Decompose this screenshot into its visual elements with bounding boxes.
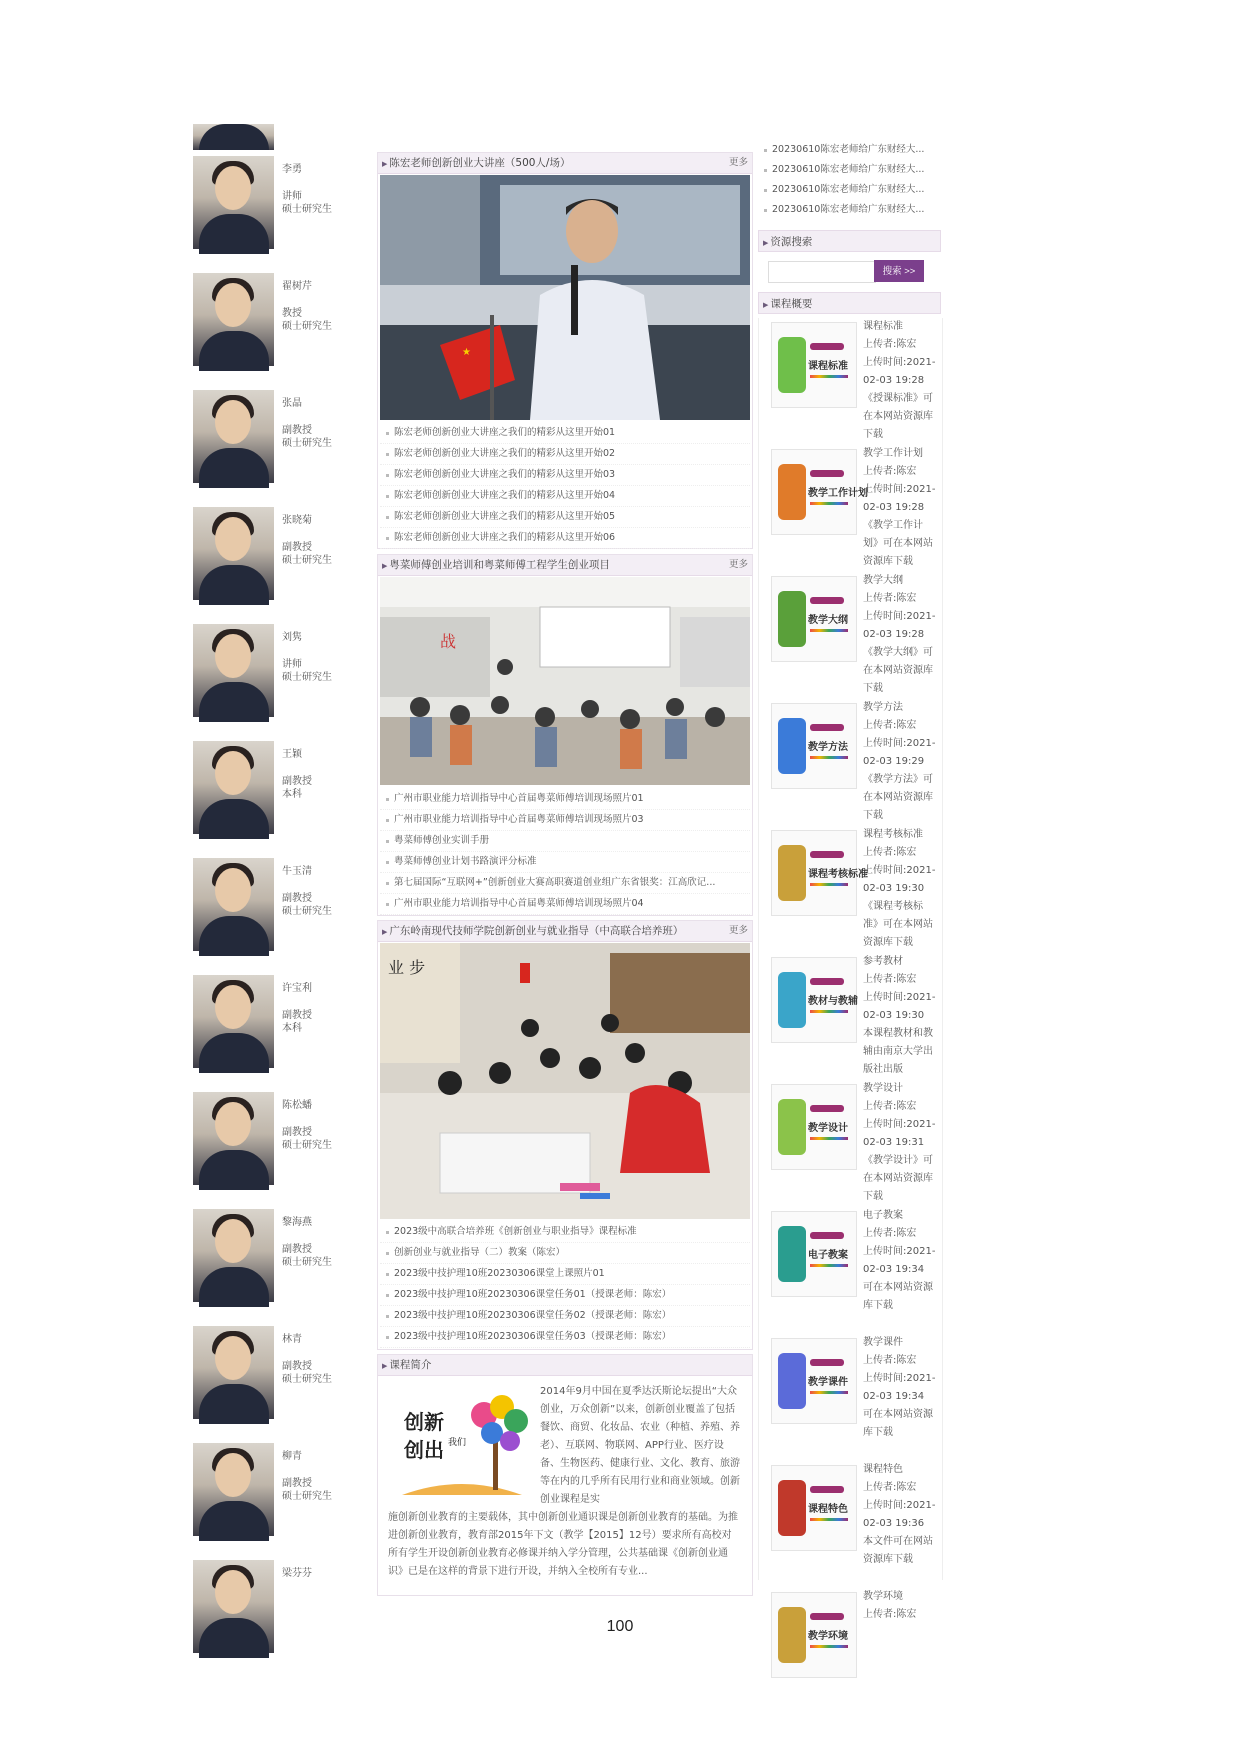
overview-title: 课程概要 [770,298,813,310]
teacher-card[interactable] [191,858,363,975]
teacher-card[interactable] [191,1209,363,1326]
teacher-name: 张晓菊 [282,515,312,526]
avatar [193,1560,274,1653]
course-thumbnail[interactable]: 课程标准 [771,322,857,408]
teacher-name: 刘隽 [282,632,302,643]
teacher-card[interactable] [191,273,363,390]
panel-header [378,1355,752,1376]
course-info: 教学工作计划 上传者:陈宏 上传时间:2021-02-03 19:28 《教学工作计划》可在本网站资源库下载 [863,448,936,567]
list-item[interactable]: 20230610陈宏老师给广东财经大... [758,140,941,160]
svg-text:业 步: 业 步 [388,958,426,977]
lecture-photo[interactable] [380,175,750,420]
list-item[interactable]: 陈宏老师创新创业大讲座之我们的精彩从这里开始02 [380,444,750,465]
teacher-name: 王颖 [282,749,302,760]
list-item[interactable]: 陈宏老师创新创业大讲座之我们的精彩从这里开始01 [380,423,750,444]
list-item[interactable]: 20230610陈宏老师给广东财经大... [758,200,941,220]
course-info: 教学大纲 上传者:陈宏 上传时间:2021-02-03 19:28 《教学大纲》可在本网站资源库下载 [863,575,936,694]
panel-title: 粤菜师傅创业培训和粤菜师傅工程学生创业项目 [389,559,610,571]
teacher-title: 副教授 硕士研究生 [282,1127,332,1151]
teacher-name: 黎海燕 [282,1217,312,1228]
course-thumbnail[interactable]: 课程特色 [771,1465,857,1551]
avatar [193,741,274,834]
arrow-icon: ▶ [382,562,388,570]
course-item[interactable] [759,445,942,572]
more-link[interactable]: 更多 [728,925,748,936]
teacher-name: 林青 [282,1334,302,1345]
course-thumbnail[interactable]: 教学方法 [771,703,857,789]
more-link[interactable]: 更多 [728,559,748,570]
avatar [193,1326,274,1419]
teacher-title: 副教授 硕士研究生 [282,542,332,566]
avatar [193,858,274,951]
course-info: 电子教案 上传者:陈宏 上传时间:2021-02-03 19:34 可在本网站资源库下载 [863,1210,936,1311]
intro-panel [377,1354,753,1596]
intro-text-full: 施创新创业教育的主要载体，其中创新创业通识课是创新创业教育的基础。为推进创新创业教育，教育部2015年下文（教学【2015】12号）要求所有高校对所有学生开设创新创业教育必修课并纳入学分管理，公共基础课《创新创业通识》已是在这样的背景下进行开设，并纳入全校所有专业... [388,1512,738,1577]
list-item[interactable]: 陈宏老师创新创业大讲座之我们的精彩从这里开始03 [380,465,750,486]
teacher-name: 牛玉清 [282,866,312,877]
teacher-name: 梁芬芬 [282,1568,312,1579]
teacher-card[interactable] [191,507,363,624]
list-item[interactable]: 广州市职业能力培训指导中心首届粤菜师傅培训现场照片04 [380,894,750,915]
course-thumbnail[interactable]: 教学大纲 [771,576,857,662]
list-item[interactable]: 20230610陈宏老师给广东财经大... [758,180,941,200]
list-item[interactable]: 2023级中技护理10班20230306课堂任务02（授课老师：陈宏） [380,1306,750,1327]
search-header [758,230,941,252]
overview-header [758,292,941,314]
course-info: 课程考核标准 上传者:陈宏 上传时间:2021-02-03 19:30 《课程考核标准》可在本网站资源库下载 [863,829,936,948]
course-thumbnail[interactable]: 课程考核标准 [771,830,857,916]
faculty-column [191,148,363,1580]
chef-photo[interactable] [380,577,750,785]
course-item[interactable] [759,572,942,699]
panel-header [378,555,752,576]
teacher-card[interactable] [191,741,363,858]
search-input[interactable] [768,261,876,283]
list-item[interactable]: 20230610陈宏老师给广东财经大... [758,160,941,180]
intro-illustration [392,1385,532,1505]
avatar [193,507,274,600]
lingnan-panel [377,920,753,1350]
avatar [193,975,274,1068]
svg-text:创新: 创新 [404,1410,444,1434]
intro-text-right: 2014年9月中国在夏季达沃斯论坛提出“大众创业，万众创新”以来，创新创业覆盖了包括餐饮、商贸、化妆品、农业（种植、养殖、养老）、互联网、物联网、APP行业、医疗设备、生物医药、健康行业、文化、教育、旅游等在内的几乎所有民用行业和商业领域。创新创业课程是实 [540,1386,740,1505]
course-item[interactable] [759,1334,942,1461]
teacher-title: 副教授 硕士研究生 [282,1478,332,1502]
panel-title: 课程简介 [389,1359,432,1371]
search-button[interactable]: 搜索 >> [874,260,924,282]
panel-title: 陈宏老师创新创业大讲座（500人/场） [389,157,571,169]
lecture-list [380,423,750,549]
list-item[interactable]: 2023级中技护理10班20230306课堂上课照片01 [380,1264,750,1285]
list-item[interactable]: 粤菜师傅创业实训手册 [380,831,750,852]
teacher-title: 副教授 硕士研究生 [282,1244,332,1268]
course-item[interactable] [759,953,942,1080]
course-item[interactable] [759,1461,942,1588]
course-item[interactable] [759,699,942,826]
teacher-name: 翟树芹 [282,281,312,292]
teacher-title: 副教授 本科 [282,1010,312,1034]
course-item[interactable] [759,1588,942,1715]
teacher-card[interactable] [191,1092,363,1209]
course-item[interactable] [759,318,942,445]
teacher-card[interactable] [191,975,363,1092]
course-item[interactable] [759,826,942,953]
teacher-name: 许宝利 [282,983,312,994]
arrow-icon: ▶ [382,1362,388,1370]
svg-text:我们: 我们 [448,1438,467,1448]
teacher-title: 讲师 硕士研究生 [282,659,332,683]
course-info: 教学环境 上传者:陈宏 [863,1591,917,1620]
teacher-card[interactable] [191,624,363,741]
list-item[interactable]: 广州市职业能力培训指导中心首届粤菜师傅培训现场照片01 [380,789,750,810]
list-item[interactable]: 陈宏老师创新创业大讲座之我们的精彩从这里开始04 [380,486,750,507]
course-item[interactable] [759,1080,942,1207]
teacher-name: 张晶 [282,398,302,409]
chef-list [380,789,750,915]
avatar [193,624,274,717]
lingnan-photo[interactable] [380,943,750,1219]
lecture-panel [377,152,753,549]
news-list [758,140,941,220]
teacher-name: 陈松蟠 [282,1100,312,1111]
page-number: 100 [606,1618,634,1635]
course-info: 教学设计 上传者:陈宏 上传时间:2021-02-03 19:31 《教学设计》可在本网站资源库下载 [863,1083,936,1202]
avatar [193,156,274,249]
teacher-card[interactable] [191,390,363,507]
svg-text:创出: 创出 [404,1438,444,1462]
course-thumbnail[interactable]: 电子教案 [771,1211,857,1297]
list-item[interactable]: 第七届国际“互联网+”创新创业大赛高职赛道创业组广东省银奖：江高欣记... [380,873,750,894]
course-list [758,318,943,1642]
list-item[interactable]: 2023级中高联合培养班《创新创业与职业指导》课程标准 [380,1222,750,1243]
list-item[interactable]: 广州市职业能力培训指导中心首届粤菜师傅培训现场照片03 [380,810,750,831]
list-item[interactable]: 陈宏老师创新创业大讲座之我们的精彩从这里开始06 [380,528,750,549]
svg-text:★: ★ [462,347,471,358]
arrow-icon: ▶ [382,160,388,168]
course-info: 课程标准 上传者:陈宏 上传时间:2021-02-03 19:28 《授课标准》可在本网站资源库下载 [863,321,936,440]
panel-title: 广东岭南现代技师学院创新创业与就业指导（中高联合培养班） [389,925,684,937]
teacher-card[interactable] [191,156,363,273]
teacher-title: 副教授 硕士研究生 [282,425,332,449]
panel-header [378,153,752,174]
avatar [193,1443,274,1536]
avatar [193,1209,274,1302]
list-item[interactable]: 2023级中技护理10班20230306课堂任务03（授课老师：陈宏） [380,1327,750,1348]
course-thumbnail[interactable]: 教学设计 [771,1084,857,1170]
list-item[interactable]: 粤菜师傅创业计划书路演评分标准 [380,852,750,873]
svg-text:战: 战 [440,632,457,651]
teacher-title: 讲师 硕士研究生 [282,191,332,215]
avatar [193,390,274,483]
teacher-name: 柳青 [282,1451,302,1462]
avatar [193,273,274,366]
teacher-title: 副教授 硕士研究生 [282,1361,332,1385]
arrow-icon: ▶ [763,301,769,309]
teacher-name: 李勇 [282,164,302,175]
course-thumbnail[interactable]: 教学课件 [771,1338,857,1424]
arrow-icon: ▶ [763,239,769,247]
list-item[interactable]: 创新创业与就业指导（二）教案（陈宏） [380,1243,750,1264]
list-item[interactable]: 陈宏老师创新创业大讲座之我们的精彩从这里开始05 [380,507,750,528]
course-thumbnail[interactable]: 教材与教辅 [771,957,857,1043]
teacher-card[interactable] [191,1326,363,1443]
course-thumbnail[interactable]: 教学环境 [771,1592,857,1678]
course-info: 教学课件 上传者:陈宏 上传时间:2021-02-03 19:34 可在本网站资源库下载 [863,1337,936,1438]
teacher-title: 教授 硕士研究生 [282,308,332,332]
arrow-icon: ▶ [382,928,388,936]
course-info: 参考教材 上传者:陈宏 上传时间:2021-02-03 19:30 本课程教材和教辅由南京大学出版社出版 [863,956,936,1075]
teacher-title: 副教授 本科 [282,776,312,800]
teacher-card[interactable] [191,1443,363,1560]
lingnan-list [380,1222,750,1348]
course-thumbnail[interactable]: 教学工作计划 [771,449,857,535]
avatar [193,124,274,150]
more-link[interactable]: 更多 [728,157,748,168]
chef-panel [377,554,753,916]
list-item[interactable]: 2023级中技护理10班20230306课堂任务01（授课老师：陈宏） [380,1285,750,1306]
course-info: 课程特色 上传者:陈宏 上传时间:2021-02-03 19:36 本文件可在网站资源库下载 [863,1464,936,1565]
course-item[interactable] [759,1207,942,1334]
avatar [193,1092,274,1185]
panel-header [378,921,752,942]
search-title: 资源搜索 [770,236,813,248]
course-info: 教学方法 上传者:陈宏 上传时间:2021-02-03 19:29 《教学方法》可在本网站资源库下载 [863,702,936,821]
teacher-title: 副教授 硕士研究生 [282,893,332,917]
